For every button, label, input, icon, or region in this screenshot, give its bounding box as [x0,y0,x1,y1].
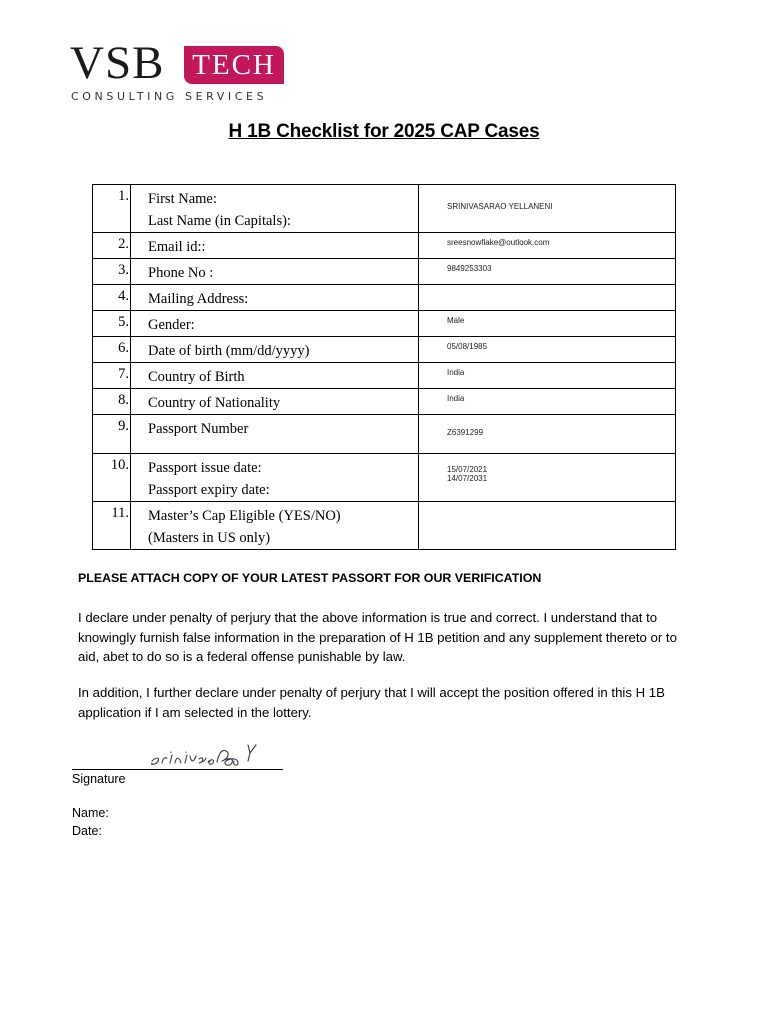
field-label-cell [131,285,419,311]
company-logo [70,37,300,106]
field-value-cell[interactable] [419,285,676,311]
table-row [93,389,676,415]
table-row [93,285,676,311]
field-label: Mailing Address: [148,291,249,307]
table-row [93,185,676,233]
field-label: (Masters in US only) [148,530,271,546]
field-value-cell[interactable] [419,454,676,502]
document-title-wrap [0,121,768,143]
field-label: Master’s Cap Eligible (YES/NO) [148,508,341,524]
field-label: First Name: [148,191,217,207]
signature-label: Signature [72,772,126,786]
table-row [93,502,676,550]
table-row [93,259,676,285]
row-number: 8. [93,389,131,415]
field-value: 9849253303 [447,264,492,273]
table-row [93,415,676,454]
field-label-cell [131,363,419,389]
row-number: 4. [93,285,131,311]
field-value: Male [447,316,465,325]
field-label: Country of Birth [148,369,245,385]
field-value: 14/07/2031 [447,474,488,483]
field-value: sreesnowflake@outlook.com [447,238,550,247]
field-value-cell[interactable] [419,389,676,415]
field-value: Z6391299 [447,428,484,437]
table-row [93,363,676,389]
field-value-cell[interactable] [419,337,676,363]
field-label-cell [131,389,419,415]
logo-subtitle: CONSULTING SERVICES [71,90,268,103]
field-label-cell [131,502,419,550]
declaration-paragraph-2: In addition, I further declare under penalty of perjury that I will accept the position offered in this H 1B application if I am selected in the lottery. [78,685,665,720]
field-label-cell [131,259,419,285]
field-value: India [447,368,465,377]
row-number: 10. [93,454,131,502]
field-value-cell[interactable] [419,311,676,337]
field-label: Gender: [148,317,195,333]
field-label-cell [131,311,419,337]
field-label: Email id:: [148,239,206,255]
field-label-cell [131,337,419,363]
row-number: 7. [93,363,131,389]
field-value: 15/07/2021 [447,465,488,474]
table-row [93,311,676,337]
field-label: Country of Nationality [148,395,281,411]
field-label-cell [131,233,419,259]
field-value-cell[interactable] [419,363,676,389]
handwritten-signature [148,739,268,771]
field-value: SRINIVASARAO YELLANENI [447,202,553,211]
field-label: Last Name (in Capitals): [148,213,291,229]
field-label-cell [131,185,419,233]
field-value: 05/08/1985 [447,342,488,351]
field-value: India [447,394,465,403]
row-number: 1. [93,185,131,233]
declaration-paragraph-1: I declare under penalty of perjury that the above information is true and correct. I understand that to knowingly furnish false information in the preparation of H 1B petition and any supplement thereto or to aid, abet to do so is a federal offense punishable by law. [78,610,677,664]
document-title: H 1B Checklist for 2025 CAP Cases [228,121,540,142]
field-label: Phone No : [148,265,214,281]
table-row [93,454,676,502]
field-label-cell [131,415,419,454]
field-value-cell[interactable] [419,233,676,259]
row-number: 5. [93,311,131,337]
field-label: Passport expiry date: [148,482,270,498]
row-number: 3. [93,259,131,285]
logo-tag: TECH [184,46,284,84]
table-row [93,337,676,363]
signature-line [72,769,283,770]
row-number: 6. [93,337,131,363]
checklist-table [92,184,676,550]
name-label: Name: [72,806,109,820]
row-number: 11. [93,502,131,550]
field-value-cell[interactable] [419,185,676,233]
field-label: Passport Number [148,421,249,437]
field-label-cell [131,454,419,502]
field-value-cell[interactable] [419,259,676,285]
field-label: Passport issue date: [148,460,262,476]
table-row [93,233,676,259]
field-label: Date of birth (mm/dd/yyyy) [148,343,310,359]
field-value-cell[interactable] [419,502,676,550]
date-label: Date: [72,824,102,838]
row-number: 2. [93,233,131,259]
field-value-cell[interactable] [419,415,676,454]
row-number: 9. [93,415,131,454]
passport-note: PLEASE ATTACH COPY OF YOUR LATEST PASSORT FOR OUR VERIFICATION [78,571,542,585]
logo-brand: VSB [70,37,165,89]
